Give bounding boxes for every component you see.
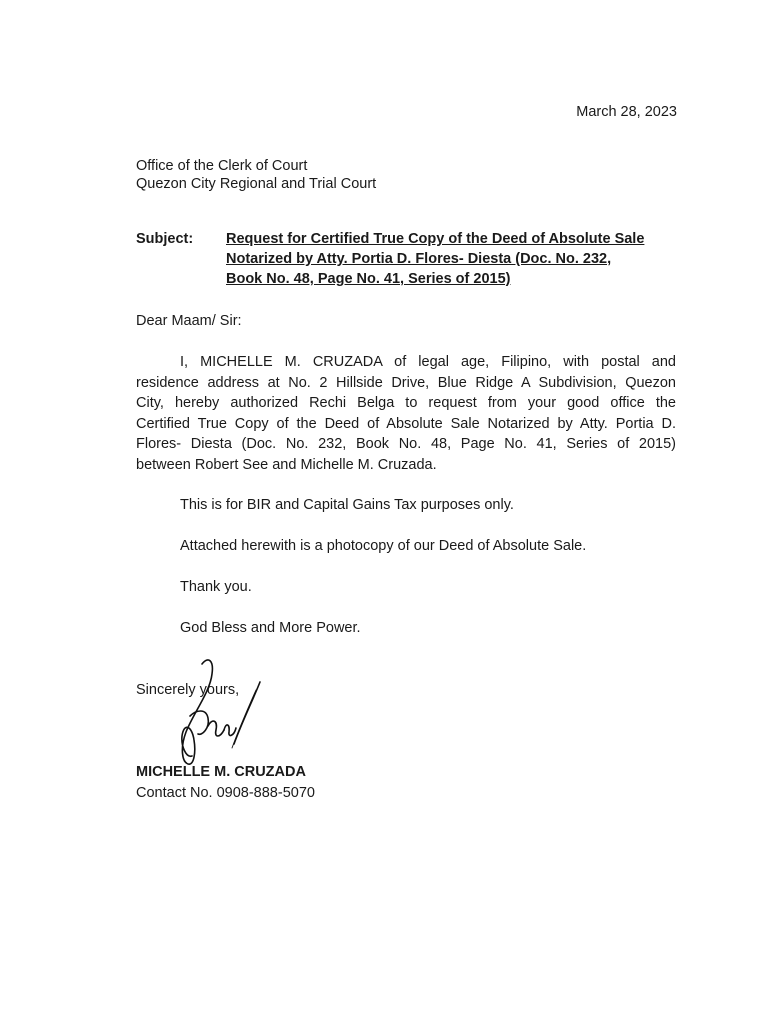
subject-line-2: Notarized by Atty. Portia D. Flores- Diesta (Doc. No. 232, [226, 251, 612, 267]
signer-name: MICHELLE M. CRUZADA [136, 764, 306, 780]
body-line-6: between Robert See and Michelle M. Cruzada. [136, 456, 437, 473]
body-line-3: City, hereby authorized Rechi Belga to request from your good office the [136, 395, 676, 412]
subject-label: Subject: [136, 231, 194, 247]
recipient-line-2: Quezon City Regional and Trial Court [136, 176, 377, 192]
signer-contact: Contact No. 0908-888-5070 [136, 785, 315, 801]
subject-line-1: Request for Certified True Copy of the Deed of Absolute Sale [226, 231, 645, 247]
body-paragraph [136, 352, 676, 476]
thanks-paragraph: Thank you. [180, 579, 252, 595]
handwritten-signature [172, 652, 267, 772]
salutation: Dear Maam/ Sir: [136, 313, 242, 329]
recipient-line-1: Office of the Clerk of Court [136, 158, 308, 174]
body-line-2: residence address at No. 2 Hillside Drive, Blue Ridge A Subdivision, Quezon [136, 374, 676, 391]
subject-line-3: Book No. 48, Page No. 41, Series of 2015) [226, 271, 511, 287]
body-line-1: I, MICHELLE M. CRUZADA of legal age, Filipino, with postal and [180, 354, 676, 370]
body-line-5: Flores- Diesta (Doc. No. 232, Book No. 48, Page No. 41, Series of 2015) [136, 436, 676, 453]
recipient-address [136, 157, 376, 193]
blessing-paragraph: God Bless and More Power. [180, 620, 361, 636]
letter-date: March 28, 2023 [576, 104, 677, 120]
attachment-paragraph: Attached herewith is a photocopy of our Deed of Absolute Sale. [180, 538, 587, 554]
body-line-4: Certified True Copy of the Deed of Absolute Sale Notarized by Atty. Portia D. [136, 415, 676, 432]
purpose-paragraph: This is for BIR and Capital Gains Tax purposes only. [180, 497, 514, 513]
subject-text [226, 229, 676, 289]
closing: Sincerely yours, [136, 682, 240, 698]
